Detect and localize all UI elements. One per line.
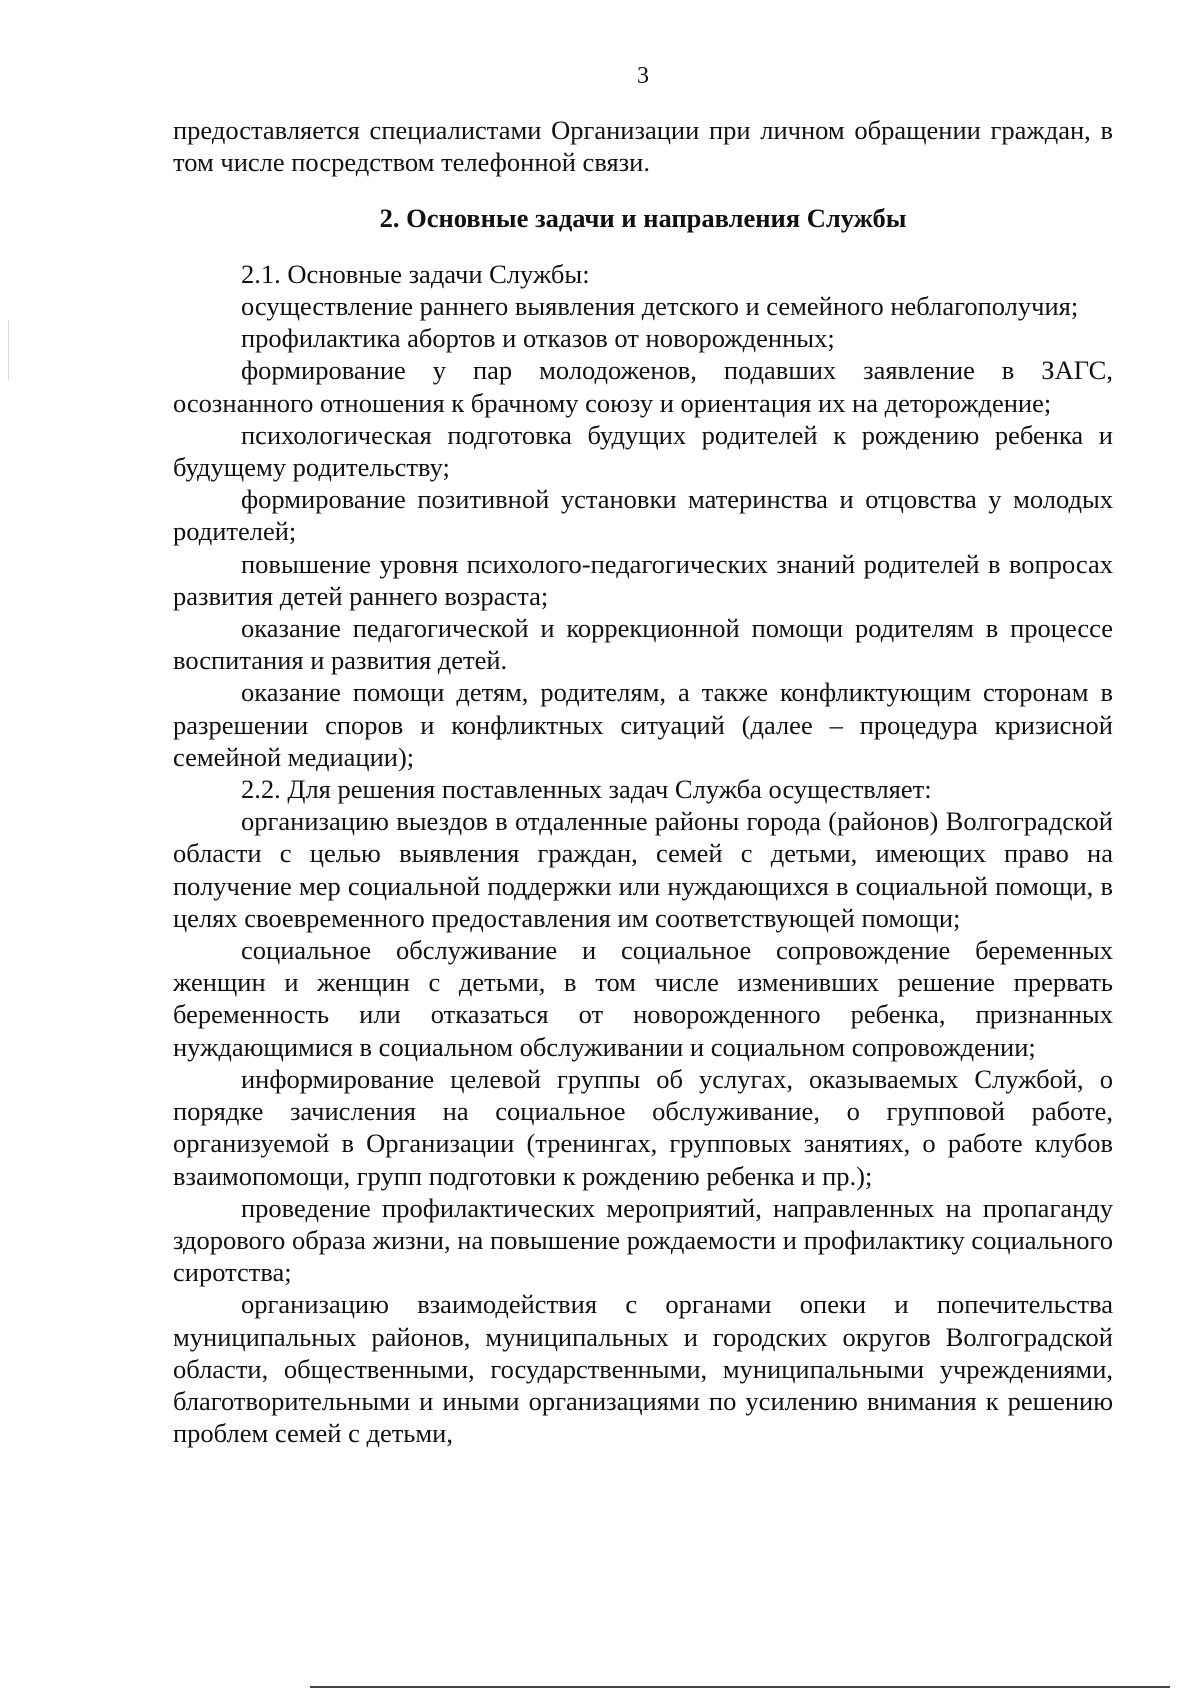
- document-page: [173, 60, 1113, 1449]
- paragraph-parenthood-attitude: формирование позитивной установки материнства и отцовства у молодых родителей;: [173, 484, 1113, 547]
- section-heading: 2. Основные задачи и направления Службы: [379, 202, 907, 233]
- paragraph-knowledge-level: повышение уровня психолого-педагогических знаний родителей в вопросах развития детей раннего возраста;: [173, 548, 1113, 611]
- page-bottom-rule: [310, 1686, 1170, 1688]
- paragraph-early-detection: осуществление раннего выявления детского и семейного неблагополучия;: [241, 291, 1079, 322]
- paragraph-field-trips: организацию выездов в отдаленные районы города (районов) Волгоградской области с целью выявления граждан, семей с детьми, имеющих право на получение мер социальной поддержки или нуждающихся в социальной помощи, в целях своевременного предоставления им соответствующей помощи;: [173, 806, 1113, 933]
- paragraph-correctional-help: оказание педагогической и коррекционной помощи родителям в процессе воспитания и развития детей.: [173, 613, 1113, 676]
- paragraph-prevention-events: проведение профилактических мероприятий, направленных на пропаганду здорового образа жизни, на повышение рождаемости и профилактику социального сиротства;: [173, 1192, 1113, 1288]
- paragraph-cooperation: организацию взаимодействия с органами опеки и попечительства муниципальных районов, муниципальных и городских округов Волгоградской области, общественными, государственными, муниципальными учреждениями, благотворительными и иными организациями по усилению внимания к решению проблем семей с детьми,: [173, 1289, 1113, 1449]
- paragraph-2-1-intro: 2.1. Основные задачи Службы:: [241, 258, 590, 289]
- paragraph-mediation: оказание помощи детям, родителям, а также конфликтующим сторонам в разрешении споров и конфликтных ситуаций (далее – процедура кризисной семейной медиации);: [173, 677, 1113, 772]
- paragraph-psych-preparation: психологическая подготовка будущих родителей к рождению ребенка и будущему родительству;: [173, 419, 1113, 483]
- paragraph-informing: информирование целевой группы об услугах, оказываемых Службой, о порядке зачисления на социальное обслуживание, о групповой работе, организуемой в Организации (тренингах, групповых занятиях, о работе клубов взаимопомощи, групп подготовки к рождению ребенка и пр.);: [173, 1063, 1113, 1191]
- paragraph-newlyweds: формирование у пар молодоженов, подавших заявление в ЗАГС, осознанного отношения к брачному союзу и ориентация их на деторождение;: [173, 355, 1113, 418]
- paragraph-abortion-prevention: профилактика абортов и отказов от новорожденных;: [241, 323, 835, 354]
- scan-margin-mark: [8, 320, 9, 380]
- paragraph-2-2-intro: 2.2. Для решения поставленных задач Служба осуществляет:: [241, 774, 932, 805]
- page-number: 3: [637, 63, 649, 89]
- paragraph-social-service: социальное обслуживание и социальное сопровождение беременных женщин и женщин с детьми, в том числе изменивших решение прервать беременность или отказаться от новорожденного ребенка, признанных нуждающимися в социальном обслуживании и социальном сопровождении;: [173, 935, 1113, 1062]
- lead-paragraph: предоставляется специалистами Организации при личном обращении граждан, в том числе посредством телефонной связи.: [173, 115, 1113, 178]
